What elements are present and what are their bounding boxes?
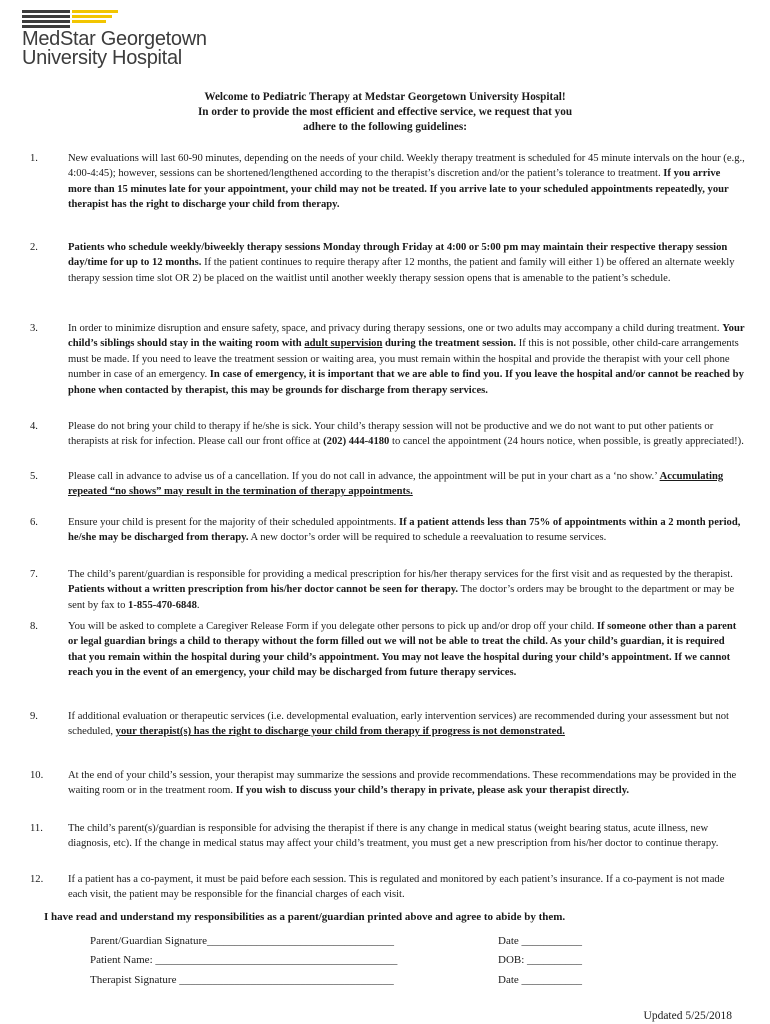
logo-name-line1: MedStar Georgetown [22, 28, 207, 50]
guideline-text-segment: Please call in advance to advise us of a cancellation. If you do not call in advance, the appointment will be put in your chart as a ‘no show.’ [68, 471, 660, 482]
guideline-text [68, 823, 718, 849]
updated-date: Updated 5/25/2018 [643, 1010, 732, 1022]
guideline-text-segment: New evaluations will last 60-90 minutes, depending on the needs of your child. Weekly therapy treatment is scheduled for 45 minute intervals on the hour (e.g., 4:00-4:45); however, sessions can be shortened/lengthened according to the therapist’s discretion and/or the patient’s tolerance to treatment. [68, 153, 745, 180]
parent-signature-label: Parent/Guardian Signature__________________________________ [90, 935, 394, 947]
guideline-item [30, 821, 745, 852]
guideline-text-segment: during the treatment session. [382, 338, 517, 350]
guideline-number: 5. [30, 471, 38, 482]
patient-dob: DOB: __________ [498, 954, 583, 966]
guideline-text [68, 770, 736, 796]
guideline-number: 1. [30, 153, 38, 164]
guideline-number: 11. [30, 823, 43, 834]
guideline-text [68, 471, 723, 497]
patient-name-row[interactable] [90, 953, 583, 967]
guideline-item [30, 619, 745, 681]
guideline-text [68, 874, 724, 900]
guideline-text [68, 323, 744, 396]
guideline-item [30, 768, 745, 799]
logo-stripes-icon [22, 8, 242, 30]
guideline-text-segment: Patients without a written prescription from his/her doctor cannot be seen for therapy. [68, 584, 459, 596]
guideline-text-segment: The child’s parent/guardian is responsible for providing a medical prescription for his/her therapy services for the first visit and as requested by the therapist. [68, 569, 733, 580]
guideline-text-segment: . [196, 599, 200, 611]
guideline-text-segment: Your child’s siblings should stay in the waiting room with [68, 323, 745, 350]
guideline-text-segment: If the patient continues to require therapy after 12 months, the patient and family will either 1) be offered an alternate weekly therapy session time slot OR 2) be placed on the waitlist until another weekly therapy session opens that is amenable to the patient’s schedule. [68, 257, 735, 284]
guideline-text [68, 517, 740, 543]
parent-signature-row[interactable] [90, 934, 583, 948]
guideline-number: 2. [30, 242, 38, 253]
guideline-text-segment: If this is not possible, other child-care arrangements must be made. If you need to leave the treatment session or waiting area, you must remain within the hospital and provide the therapist with your cell phone number in case of an emergency. [68, 338, 739, 381]
patient-name-label: Patient Name: ____________________________________________ [90, 954, 398, 966]
guideline-text-segment: Ensure your child is present for the majority of their scheduled appointments. [68, 517, 399, 528]
guideline-item [30, 151, 745, 213]
guideline-number: 6. [30, 517, 38, 528]
guideline-item [30, 709, 745, 740]
guideline-text-segment: The doctor’s orders may be brought to the department or may be sent by fax to [68, 584, 735, 611]
guideline-text [68, 153, 745, 210]
guideline-item [30, 515, 745, 546]
guideline-text [68, 569, 734, 611]
guideline-text-segment: If a patient attends less than 75% of appointments within a 2 month period, he/she may be discharged from therapy. [68, 517, 741, 544]
guideline-text-segment: At the end of your child’s session, your therapist may summarize the sessions and provide recommendations. These recommendations may be provided in the waiting room or in the treatment room. [68, 770, 737, 797]
guideline-number: 7. [30, 569, 38, 580]
guideline-text-segment: (202) 444-4180 [323, 436, 390, 448]
guideline-text-segment: adult supervision [304, 338, 383, 350]
guideline-text [68, 711, 729, 737]
guideline-text-segment: your therapist(s) has the right to discharge your child from therapy if progress is not demonstrated. [115, 726, 565, 738]
acknowledgement-statement: I have read and understand my responsibilities as a parent/guardian printed above and agree to abide by them. [44, 911, 566, 923]
guideline-text-segment: If you arrive more than 15 minutes late for your appointment, your child may not be treated. If you arrive late to your scheduled appointments repeatedly, your therapist has the right to discharge your child from therapy. [68, 168, 729, 211]
therapist-signature-label: Therapist Signature _______________________________________ [90, 974, 394, 986]
guideline-number: 9. [30, 711, 38, 722]
guideline-number: 12. [30, 874, 44, 885]
welcome-line-3: adhere to the following guidelines: [303, 121, 467, 133]
guideline-text-segment: In case of emergency, it is important that we are able to find you. If you leave the hospital and/or cannot be reached by phone when contacted by therapist, this may be grounds for discharge from therapy services. [68, 369, 744, 396]
guideline-text-segment: Accumulating repeated “no shows” may result in the termination of therapy appointments. [68, 471, 724, 498]
guideline-text-segment: You will be asked to complete a Caregiver Release Form if you delegate other persons to pick up and/or drop off your child. [68, 621, 597, 632]
guideline-item [30, 872, 745, 903]
welcome-heading [80, 90, 690, 135]
guideline-number: 10. [30, 770, 44, 781]
guideline-text [68, 242, 735, 284]
guideline-text-segment: In order to minimize disruption and ensure safety, space, and privacy during therapy sessions, one or two adults may accompany a child during treatment. [68, 323, 723, 334]
guideline-item [30, 567, 745, 613]
guideline-text-segment: Please do not bring your child to therapy if he/she is sick. Your child’s therapy session will not be productive and we do not want to put other patients or therapists at risk for infection. Please call our front office at [68, 421, 714, 448]
guideline-text [68, 621, 736, 678]
therapist-signature-row[interactable] [90, 973, 583, 987]
guideline-number: 4. [30, 421, 38, 432]
guideline-text-segment: 1-855-470-6848 [128, 599, 197, 611]
guideline-item [30, 321, 745, 398]
guideline-text-segment: to cancel the appointment (24 hours notice, when possible, is greatly appreciated!). [389, 436, 744, 448]
welcome-line-2: In order to provide the most efficient and effective service, we request that you [197, 106, 573, 118]
guideline-number: 8. [30, 621, 38, 632]
medstar-logo [22, 8, 242, 68]
guideline-item [30, 240, 745, 286]
parent-signature-date: Date ___________ [498, 935, 583, 947]
guideline-item [30, 419, 745, 450]
guideline-text-segment: If you wish to discuss your child’s therapy in private, please ask your therapist directly. [235, 785, 630, 797]
guideline-text-segment: The child’s parent(s)/guardian is responsible for advising the therapist if there is any change in medical status (weight bearing status, acute illness, new diagnosis, etc). If the change in medical status may affect your child’s treatment, you must get a new prescription from his/her doctor to continue therapy. [68, 823, 719, 850]
therapist-signature-date: Date ___________ [498, 974, 583, 986]
guideline-text-segment: A new doctor’s order will be required to schedule a reevaluation to resume services. [248, 532, 607, 544]
guideline-text-segment: If a patient has a co-payment, it must be paid before each session. This is regulated and monitored by each patient’s insurance. If a co-payment is not made each visit, the patient may be responsible for the financial charges of each visit. [68, 874, 725, 901]
logo-name-line2: University Hospital [22, 47, 182, 69]
welcome-line-1: Welcome to Pediatric Therapy at Medstar Georgetown University Hospital! [204, 91, 566, 103]
guideline-text-segment: If someone other than a parent or legal guardian brings a child to therapy without the form filled out we will not be able to treat the child. As your child’s guardian, it is required that you remain within the hospital during your child’s appointment. You may not leave the hospital during your child’s appointment. If we cannot reach you in the event of an emergency, your child may be discharged from future therapy services. [68, 621, 737, 679]
guideline-number: 3. [30, 323, 38, 334]
guideline-text-segment: Patients who schedule weekly/biweekly therapy sessions Monday through Friday at 4:00 or 5:00 pm may maintain their respective therapy session day/time for up to 12 months. [68, 242, 728, 269]
guideline-text-segment: If additional evaluation or therapeutic services (i.e. developmental evaluation, early intervention services) are recommended during your assessment but not scheduled, [68, 711, 729, 738]
guideline-text [68, 421, 744, 447]
guideline-item [30, 469, 745, 500]
